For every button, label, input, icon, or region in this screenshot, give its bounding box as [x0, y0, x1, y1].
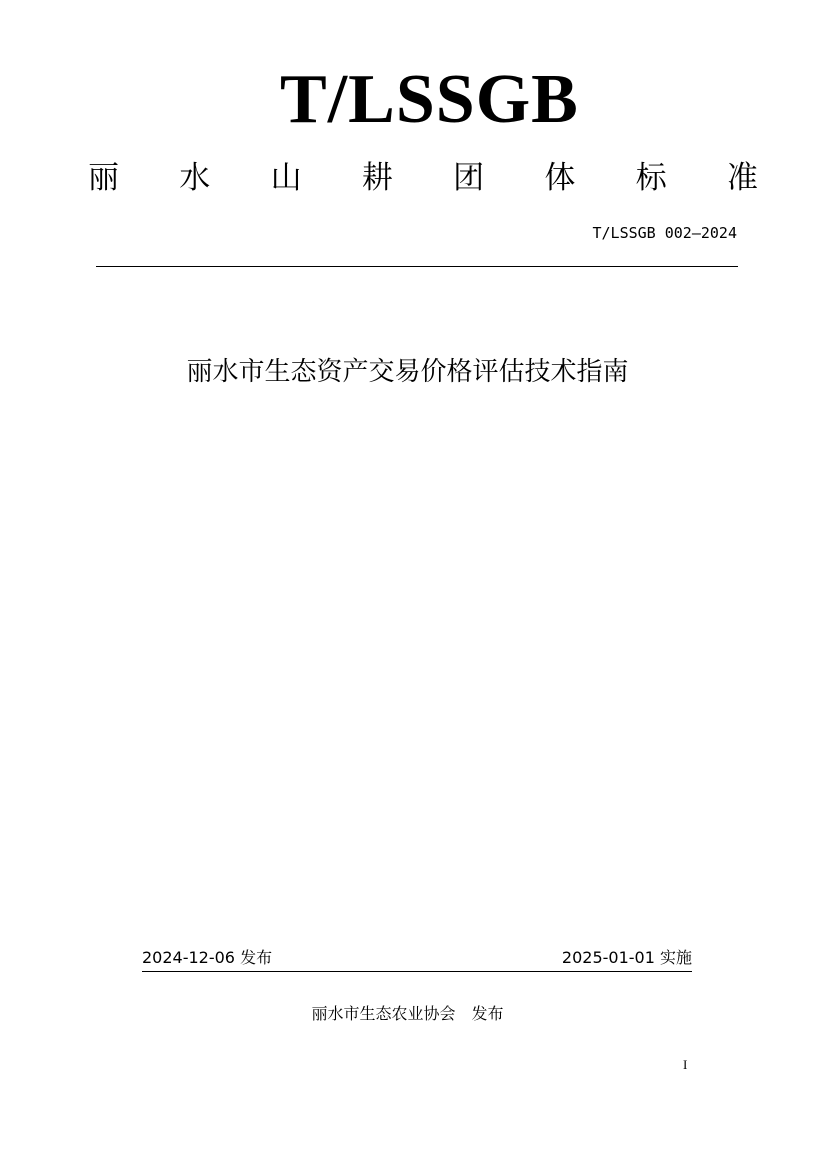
- publisher-line: 丽水市生态农业协会 发布: [311, 1004, 504, 1023]
- org-char: 体: [544, 160, 576, 196]
- publish-date: 2024-12-06 发布: [142, 948, 273, 967]
- org-char: 准: [726, 160, 758, 196]
- date-row: [142, 946, 692, 972]
- page-number: I: [683, 1057, 688, 1072]
- org-char: 标: [635, 160, 667, 196]
- effective-date: 2025-01-01 实施: [561, 948, 692, 967]
- org-char: 水: [179, 160, 211, 196]
- standard-code-logo: T/LSSGB: [280, 61, 579, 138]
- header-divider: [96, 266, 738, 267]
- document-title: 丽水市生态资产交易价格评估技术指南: [186, 357, 629, 387]
- standard-org-name: [88, 155, 758, 201]
- org-char: 耕: [361, 160, 393, 196]
- org-char: 山: [270, 160, 302, 196]
- org-char: 丽: [88, 160, 119, 196]
- document-number: T/LSSGB 002—2024: [592, 224, 737, 242]
- org-char: 团: [453, 160, 485, 196]
